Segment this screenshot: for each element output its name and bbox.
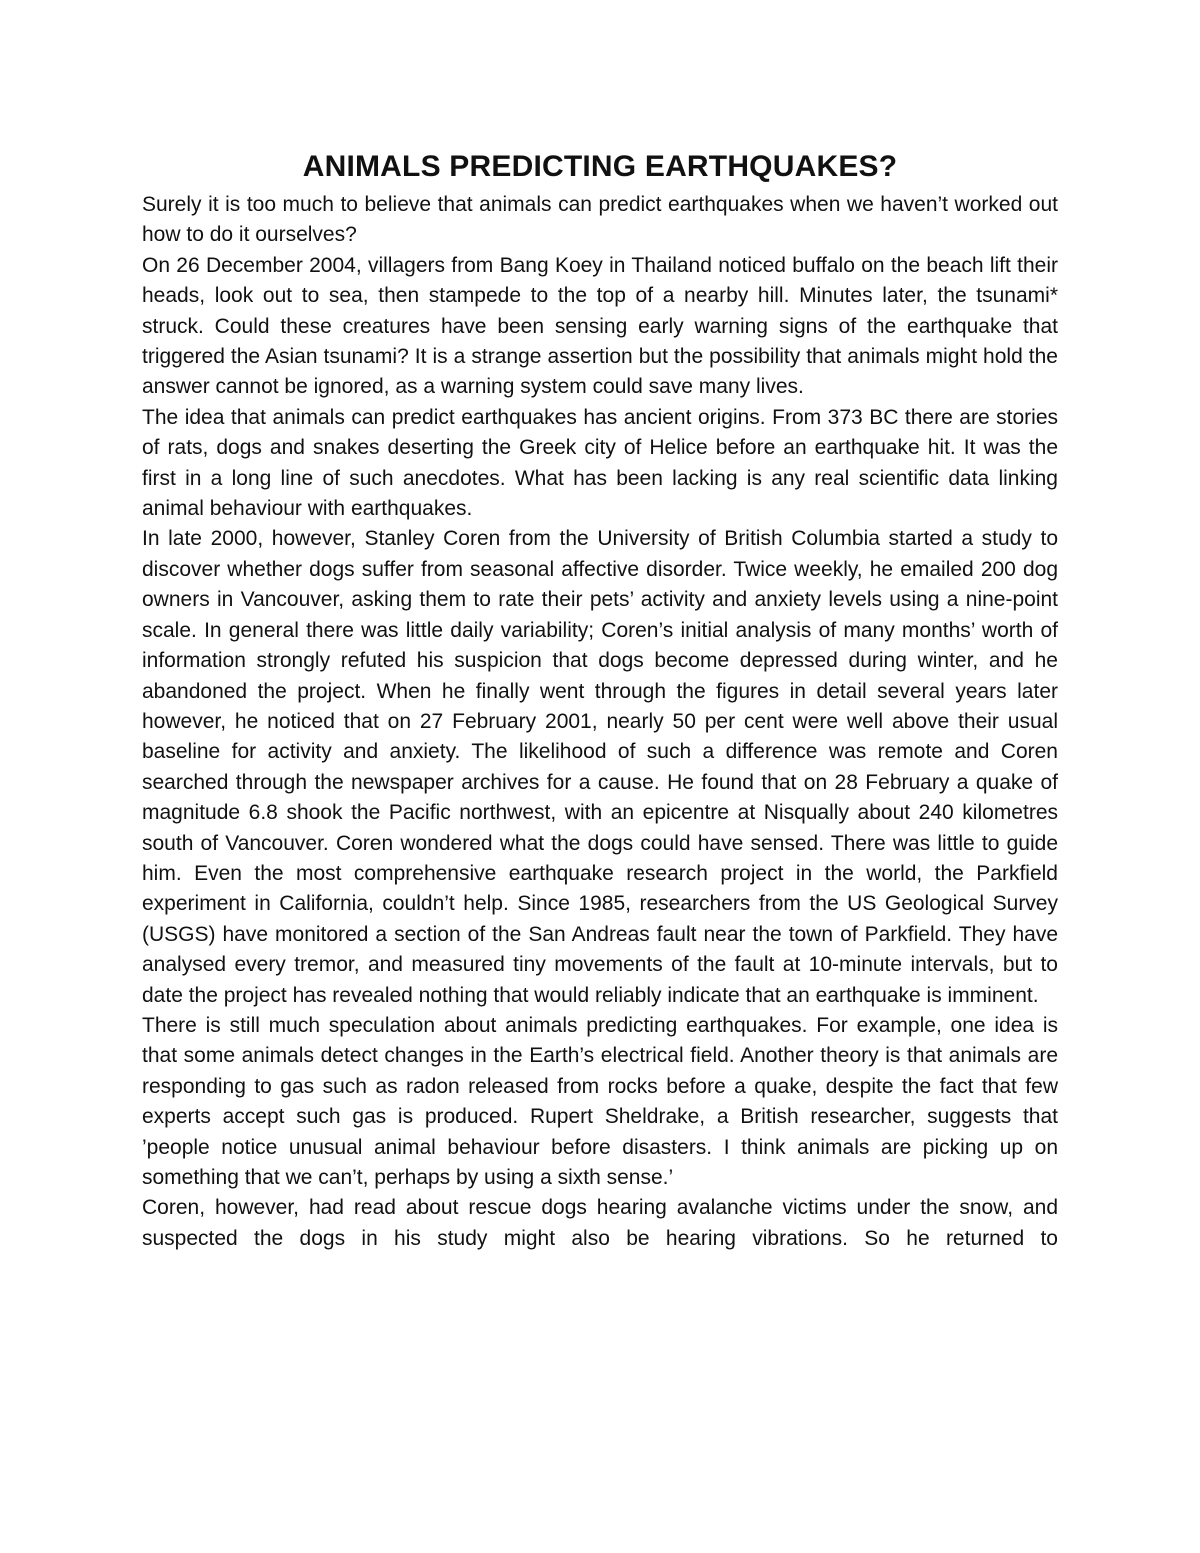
- document-content: [142, 148, 1058, 1254]
- paragraph-intro: Surely it is too much to believe that animals can predict earthquakes when we haven’t worked out how to do it ourselves?: [142, 193, 1058, 247]
- paragraph-tsunami: On 26 December 2004, villagers from Bang Koey in Thailand noticed buffalo on the beach lift their heads, look out to sea, then stampede to the top of a nearby hill. Minutes later, the tsunami* struck. Could these creatures have been sensing early warning signs of the earthquake that triggered the Asian tsunami? It is a strange assertion but the possibility that animals might hold the answer cannot be ignored, as a warning system could save many lives.: [142, 253, 1058, 399]
- paragraph-ancient-origins: The idea that animals can predict earthquakes has ancient origins. From 373 BC there are stories of rats, dogs and snakes deserting the Greek city of Helice before an earthquake hit. It was the first in a long line of such anecdotes. What has been lacking is any real scientific data linking animal behaviour with earthquakes.: [142, 405, 1058, 521]
- paragraph-rescue-dogs: Coren, however, had read about rescue dogs hearing avalanche victims under the snow, and suspected the dogs in his study might also be hearing vibrations. So he returned to: [142, 1196, 1058, 1250]
- paragraph-coren-study: In late 2000, however, Stanley Coren from the University of British Columbia started a study to discover whether dogs suffer from seasonal affective disorder. Twice weekly, he emailed 200 dog owners in Vancouver, asking them to rate their pets’ activity and anxiety levels using a nine-point scale. In general there was little daily variability; Coren’s initial analysis of many months’ worth of information strongly refuted his suspicion that dogs become depressed during winter, and he abandoned the project. When he finally went through the figures in detail several years later however, he noticed that on 27 February 2001, nearly 50 per cent were well above their usual baseline for activity and anxiety. The likelihood of such a difference was remote and Coren searched through the newspaper archives for a cause. He found that on 28 February a quake of magnitude 6.8 shook the Pacific northwest, with an epicentre at Nisqually about 240 kilometres south of Vancouver. Coren wondered what the dogs could have sensed. There was little to guide him. Even the most comprehensive earthquake research project in the world, the Parkfield experiment in California, couldn’t help. Since 1985, researchers from the US Geological Survey (USGS) have monitored a section of the San Andreas fault near the town of Parkfield. They have analysed every tremor, and measured tiny movements of the fault at 10-minute intervals, but to date the project has revealed nothing that would reliably indicate that an earthquake is imminent.: [142, 527, 1058, 1007]
- paragraph-speculation: There is still much speculation about animals predicting earthquakes. For example, one idea is that some animals detect changes in the Earth’s electrical field. Another theory is that animals are responding to gas such as radon released from rocks before a quake, despite the fact that few experts accept such gas is produced. Rupert Sheldrake, a British researcher, suggests that ’people notice unusual animal behaviour before disasters. I think animals are picking up on something that we can’t, perhaps by using a sixth sense.’: [142, 1013, 1058, 1189]
- document-body: [142, 190, 1058, 1254]
- document-title: ANIMALS PREDICTING EARTHQUAKES?: [302, 150, 898, 183]
